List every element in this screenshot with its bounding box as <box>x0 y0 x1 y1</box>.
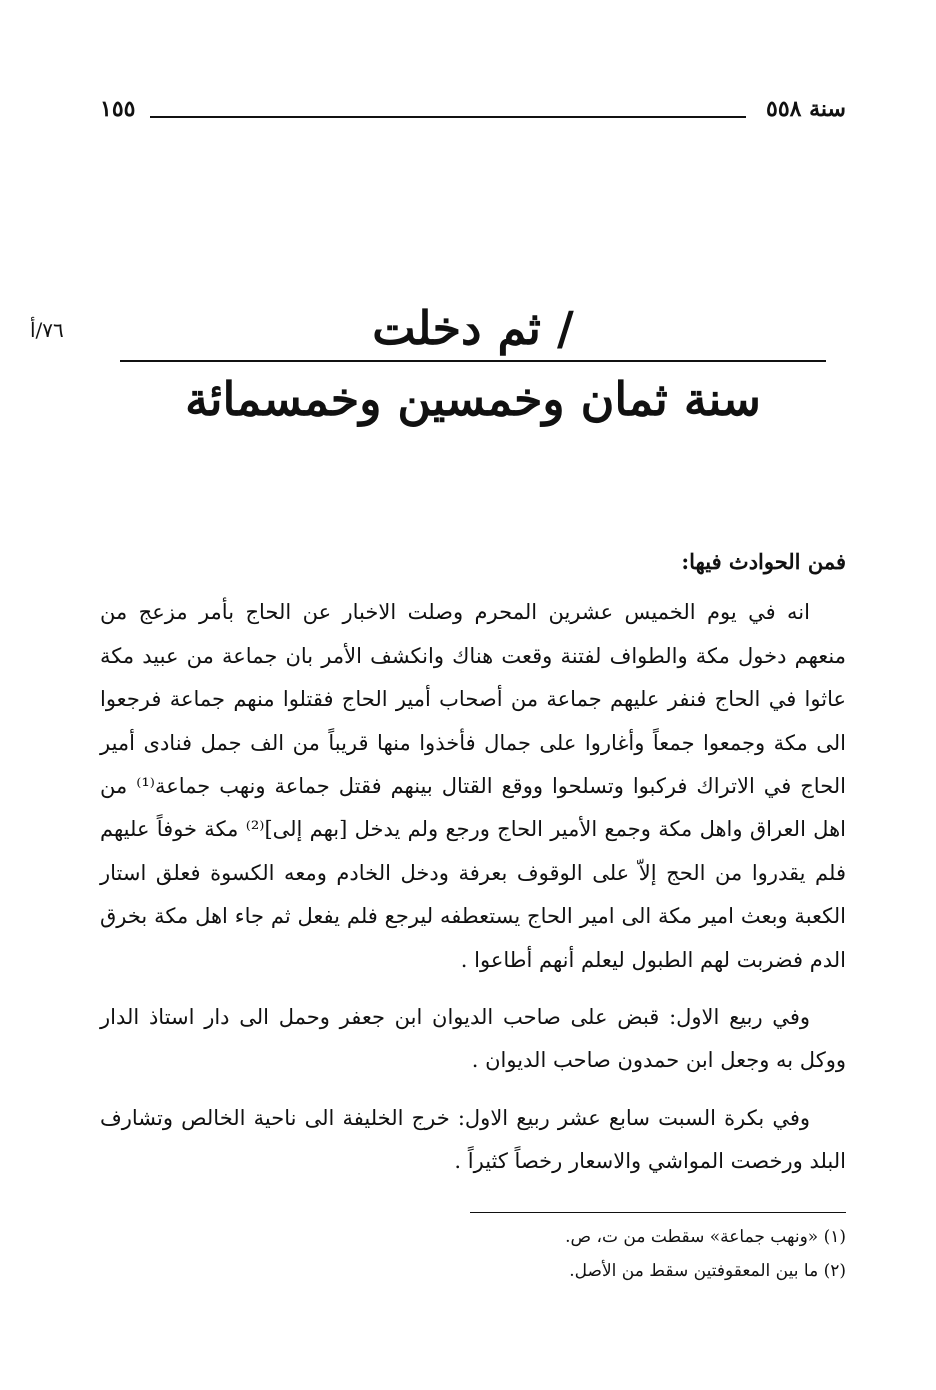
footnote-1: (١) «ونهب جماعة» سقطت من ت، ص. <box>565 1227 846 1247</box>
main-text <box>100 540 846 1198</box>
paragraph: انه في يوم الخميس عشرين المحرم وصلت الاخبار عن الحاج بأمر مزعج من منعهم دخول مكة والطواف لفتنة وقعت هناك وانكشف الأمر بان جماعة من عبيد مكة عاثوا في الحاج فنفر عليهم جماعة من أصحاب أمير الحاج فقتلوا منهم جماعة فرجعوا الى مكة وجمعوا جمعاً وأغاروا على جمال فأخذوا منها قريباً من الف جمل فنادى أمير الحاج في الاتراك فركبوا وتسلحوا ووقع القتال بينهم فقتل جماعة ونهب جماعة⁽¹⁾ من اهل العراق واهل مكة وجمع الأمير الحاج ورجع ولم يدخل [بهم إلى]⁽²⁾ مكة خوفاً عليهم فلم يقدروا من الحج إلاّ على الوقوف بعرفة ودخل الخادم ومعه الكسوة فعلق استار الكعبة وبعث امير مكة الى امير الحاج يستعطفه ليرجع فلم يفعل ثم جاء اهل مكة بخرق الدم فضربت لهم الطبول ليعلم أنهم أطاعوا . <box>100 600 846 972</box>
header-rule <box>150 116 746 118</box>
title-line-2: سنة ثمان وخمسين وخمسمائة <box>185 372 761 426</box>
running-head-year: سنة ٥٥٨ <box>766 96 846 122</box>
section-heading: فمن الحوادث فيها: <box>681 549 846 574</box>
margin-folio-note: ٧٦/أ <box>30 318 64 342</box>
title-rule <box>120 360 826 362</box>
paragraph: وفي ربيع الاول: قبض على صاحب الديوان ابن جعفر وحمل الى دار استاذ الدار ووكل به وجعل ابن حمدون صاحب الديوان . <box>100 1005 846 1073</box>
page-number: ١٥٥ <box>100 96 136 122</box>
page-header <box>100 96 846 136</box>
paragraph: وفي بكرة السبت سابع عشر ربيع الاول: خرج الخليفة الى ناحية الخالص وتشارف البلد ورخصت المواشي والاسعار رخصاً كثيراً . <box>100 1105 846 1174</box>
footnote-2: (٢) ما بين المعقوفتين سقط من الأصل. <box>569 1261 846 1281</box>
footnotes <box>100 1220 846 1288</box>
title-line-1: / ثم دخلت <box>372 301 574 355</box>
footnote-rule <box>470 1212 846 1213</box>
chapter-title <box>120 300 826 432</box>
